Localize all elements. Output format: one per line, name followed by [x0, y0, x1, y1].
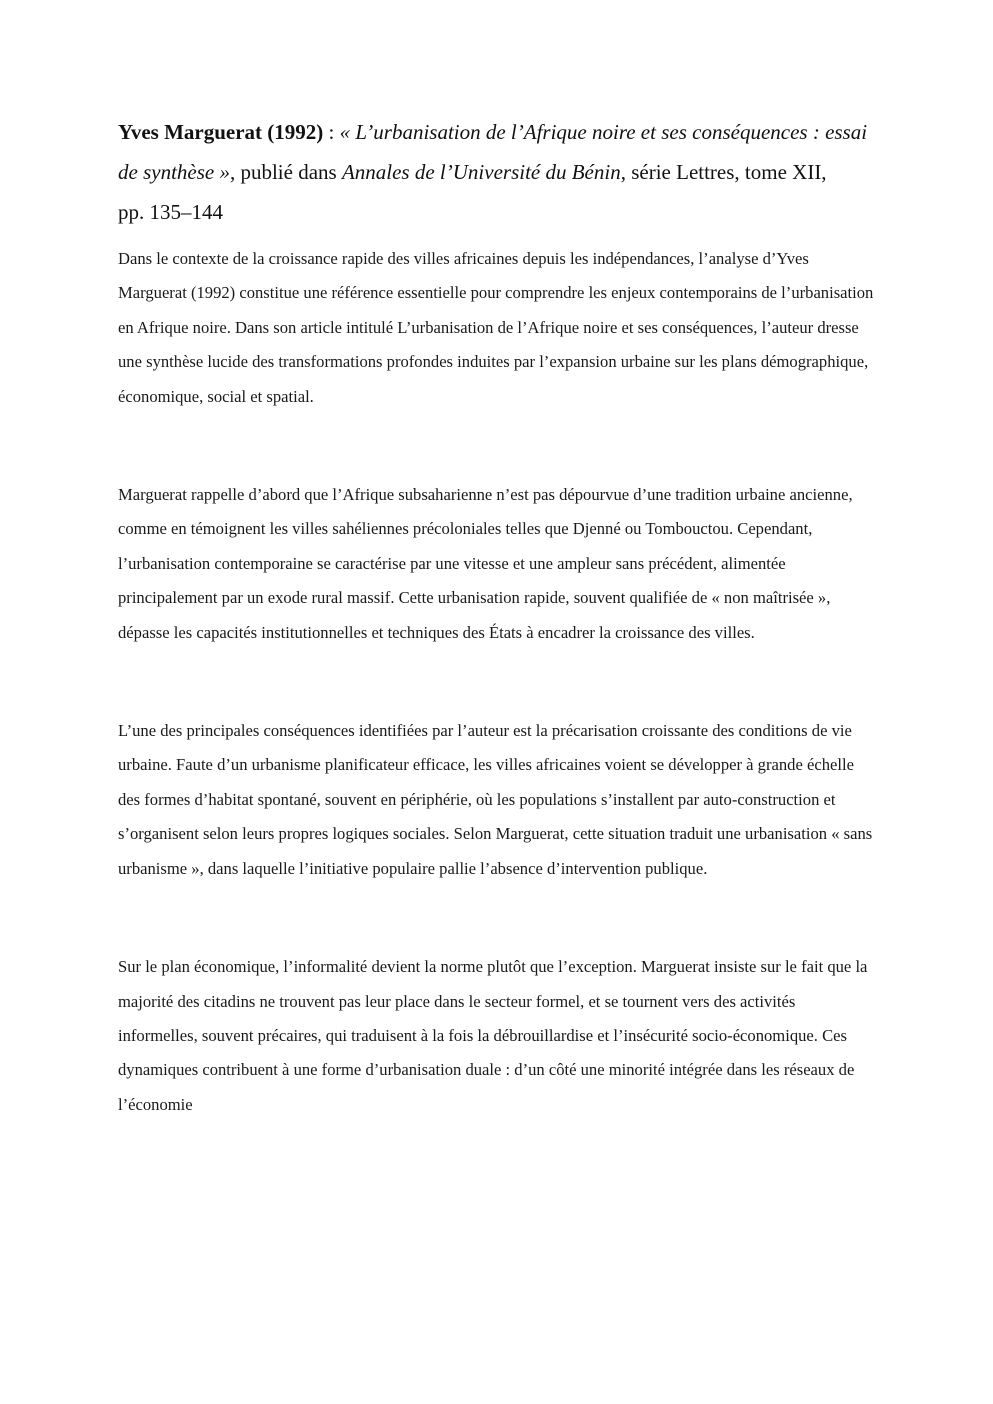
- journal-title: Annales de l’Université du Bénin: [341, 160, 621, 184]
- paragraph-precarity: L’une des principales conséquences identifiées par l’auteur est la précarisation croissante des conditions de vie urbaine. Faute d’un urbanisme planificateur efficace, les villes africaines voient se développer à grande échelle des formes d’habitat spontané, souvent en périphérie, où les populations s’installent par auto-construction et s’organisent selon leurs propres logiques sociales. Selon Marguerat, cette situation traduit une urbanisation « sans urbanisme », dans laquelle l’initiative populaire pallie l’absence d’intervention publique.: [118, 721, 873, 878]
- paragraph-economy: Sur le plan économique, l’informalité devient la norme plutôt que l’exception. Marguerat insiste sur le fait que la majorité des citadins ne trouvent pas leur place dans le secteur formel, et se tournent vers des activités informelles, souvent précaires, qui traduisent à la fois la débrouillardise et l’insécurité socio-économique. Ces dynamiques contribuent à une forme d’urbanisation duale : d’un côté une minorité intégrée dans les réseaux de l’économie: [118, 957, 868, 1114]
- paragraph-urban-tradition: Marguerat rappelle d’abord que l’Afrique subsaharienne n’est pas dépourvue d’une tradition urbaine ancienne, comme en témoignent les villes sahéliennes précoloniales telles que Djenné ou Tombouctou. Cependant, l’urbanisation contemporaine se caractérise par une vitesse et une ampleur sans précédent, alimentée principalement par un exode rural massif. Cette urbanisation rapide, souvent qualifiée de « non maîtrisée », dépasse les capacités institutionnelles et techniques des États à encadrer la croissance des villes.: [118, 485, 853, 642]
- published-in-text: , publié dans: [229, 160, 342, 184]
- paragraph-intro: Dans le contexte de la croissance rapide des villes africaines depuis les indépendances, l’analyse d’Yves Marguerat (1992) constitue une référence essentielle pour comprendre les enjeux contemporains de l’urbanisation en Afrique noire. Dans son article intitulé L’urbanisation de l’Afrique noire et ses conséquences, l’auteur dresse une synthèse lucide des transformations profondes induites par l’expansion urbaine sur les plans démographique, économique, social et spatial.: [118, 249, 874, 406]
- reference-heading: [118, 112, 878, 232]
- heading-separator: :: [323, 120, 340, 144]
- publication-details: , série Lettres, tome XII, pp. 135–144: [118, 160, 827, 224]
- document-body: [118, 112, 878, 1122]
- article-title: « L’urbanisation de l’Afrique noire et ses conséquences : essai de synthèse »: [118, 120, 868, 184]
- author-year: Yves Marguerat (1992): [118, 120, 324, 144]
